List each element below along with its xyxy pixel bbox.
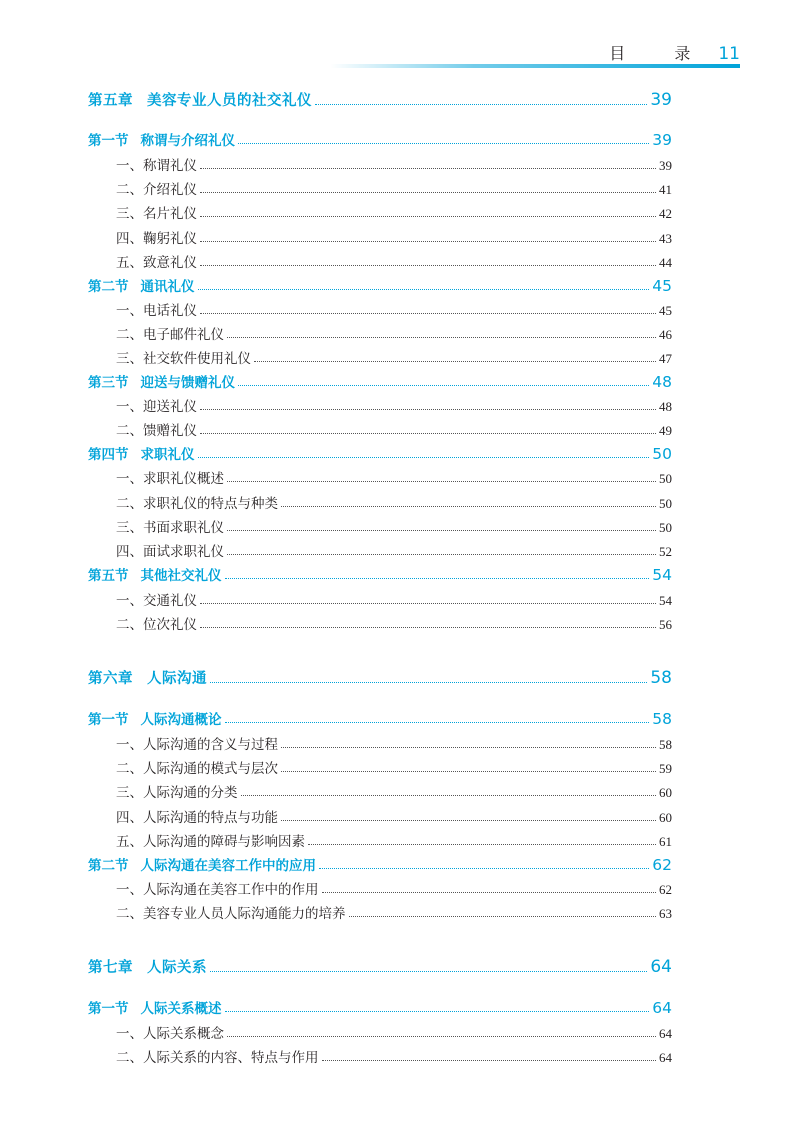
toc-page-number: 45 (652, 277, 672, 295)
dot-leader (227, 1036, 656, 1037)
toc-page-number: 50 (659, 520, 672, 535)
toc-item-label: 二、人际关系的内容、特点与作用 (116, 1050, 319, 1066)
dot-leader (315, 104, 647, 105)
toc-page-number: 61 (659, 834, 672, 849)
toc-page-number: 54 (652, 566, 672, 584)
dot-leader (225, 1011, 650, 1012)
toc-item-row[interactable] (0, 321, 800, 343)
toc-page-number: 62 (652, 856, 672, 874)
toc-section-row[interactable] (0, 273, 800, 295)
dot-leader (281, 506, 656, 507)
toc-chapter-label: 美容专业人员的社交礼仪 (147, 93, 312, 109)
toc-chapter-row[interactable] (0, 88, 800, 110)
toc-section-title (88, 129, 235, 149)
toc-item-row[interactable] (0, 490, 800, 512)
toc-page-number: 50 (659, 496, 672, 511)
toc-section-number: 第二节 (88, 858, 129, 874)
toc-section-label: 通讯礼仪 (140, 279, 195, 295)
toc-section-title (88, 275, 195, 295)
toc-item-title (116, 419, 197, 439)
toc-item-row[interactable] (0, 1020, 800, 1042)
toc-item-title (116, 806, 278, 826)
toc-section-label: 求职礼仪 (140, 447, 195, 463)
toc-item-row[interactable] (0, 514, 800, 536)
toc-item-row[interactable] (0, 417, 800, 439)
toc-item-title (116, 251, 197, 271)
toc-section-label: 称谓与介绍礼仪 (140, 133, 235, 149)
toc-item-title (116, 540, 224, 560)
toc-item-title (116, 733, 278, 753)
toc-chapter-number: 第五章 (88, 93, 133, 109)
toc-page-number: 58 (652, 710, 672, 728)
toc-page-number: 64 (650, 957, 672, 977)
toc-item-title (116, 395, 197, 415)
toc-item-row[interactable] (0, 297, 800, 319)
toc-item-label: 一、求职礼仪概述 (116, 471, 224, 487)
dot-leader (319, 868, 649, 869)
toc-page-number: 47 (659, 351, 672, 366)
toc-section-number: 第二节 (88, 279, 129, 295)
dot-leader (200, 265, 656, 266)
toc-item-title (116, 178, 197, 198)
toc-section-title (88, 708, 222, 728)
toc-page-number: 39 (650, 90, 672, 110)
toc-item-title (116, 781, 238, 801)
toc-page-number: 60 (659, 810, 672, 825)
toc-item-label: 二、位次礼仪 (116, 617, 197, 633)
toc-item-row[interactable] (0, 345, 800, 367)
dot-leader (281, 747, 656, 748)
dot-leader (200, 409, 656, 410)
toc-item-label: 二、人际沟通的模式与层次 (116, 761, 278, 777)
toc-page-number: 58 (659, 737, 672, 752)
toc-section-label: 其他社交礼仪 (140, 568, 222, 584)
dot-leader (308, 844, 656, 845)
dot-leader (241, 795, 657, 796)
toc-item-label: 二、介绍礼仪 (116, 182, 197, 198)
header-section-label: 目 录 (609, 44, 713, 63)
toc-item-row[interactable] (0, 225, 800, 247)
toc-item-row[interactable] (0, 249, 800, 271)
toc-item-label: 一、电话礼仪 (116, 303, 197, 319)
toc-item-label: 二、美容专业人员人际沟通能力的培养 (116, 906, 346, 922)
toc-section-row[interactable] (0, 441, 800, 463)
toc-section-label: 人际关系概述 (140, 1001, 222, 1017)
toc-item-label: 四、人际沟通的特点与功能 (116, 810, 278, 826)
toc-section-title (88, 854, 316, 874)
toc-section-number: 第一节 (88, 712, 129, 728)
dot-leader (200, 603, 656, 604)
toc-page-number: 50 (659, 471, 672, 486)
dot-leader (200, 433, 656, 434)
toc-section-label: 迎送与馈赠礼仪 (140, 375, 235, 391)
toc-section-label: 人际沟通在美容工作中的应用 (140, 858, 316, 874)
dot-leader (238, 385, 649, 386)
dot-leader (225, 578, 650, 579)
dot-leader (200, 313, 656, 314)
toc-page-number: 62 (659, 882, 672, 897)
toc-section-row[interactable] (0, 995, 800, 1017)
dot-leader (322, 892, 657, 893)
toc-item-row[interactable] (0, 465, 800, 487)
toc-item-label: 五、致意礼仪 (116, 255, 197, 271)
toc-section-row[interactable] (0, 369, 800, 391)
toc-section-row[interactable] (0, 706, 800, 728)
toc-item-row[interactable] (0, 731, 800, 753)
toc-item-row[interactable] (0, 876, 800, 898)
toc-item-title (116, 467, 224, 487)
toc-page-number: 64 (652, 999, 672, 1017)
toc-item-label: 一、人际关系概念 (116, 1026, 224, 1042)
toc-item-label: 二、电子邮件礼仪 (116, 327, 224, 343)
toc-section-title (88, 443, 195, 463)
toc-item-row[interactable] (0, 828, 800, 850)
toc-item-title (116, 347, 251, 367)
toc-section-number: 第五节 (88, 568, 129, 584)
toc-section-number: 第一节 (88, 133, 129, 149)
toc-section-title (88, 564, 222, 584)
toc-item-title (116, 323, 224, 343)
dot-leader (227, 337, 656, 338)
toc-item-row[interactable] (0, 587, 800, 609)
toc-section-label: 人际沟通概论 (140, 712, 222, 728)
toc-chapter-title (88, 89, 312, 110)
dot-leader (322, 1060, 657, 1061)
dot-leader (200, 216, 656, 217)
toc-page-number: 64 (659, 1026, 672, 1041)
toc-item-row[interactable] (0, 1044, 800, 1066)
toc-item-label: 五、人际沟通的障碍与影响因素 (116, 834, 305, 850)
toc-chapter-label: 人际关系 (147, 960, 207, 976)
toc-item-label: 一、称谓礼仪 (116, 158, 197, 174)
toc-page-number: 44 (659, 255, 672, 270)
toc-item-row[interactable] (0, 900, 800, 922)
toc-item-title (116, 492, 278, 512)
toc-page-number: 42 (659, 206, 672, 221)
dot-leader (349, 916, 657, 917)
toc-item-row[interactable] (0, 804, 800, 826)
toc-item-label: 二、求职礼仪的特点与种类 (116, 496, 278, 512)
toc-item-row[interactable] (0, 152, 800, 174)
toc-section-number: 第三节 (88, 375, 129, 391)
dot-leader (210, 682, 647, 683)
dot-leader (200, 241, 656, 242)
dot-leader (200, 192, 656, 193)
toc-item-title (116, 227, 197, 247)
toc-chapter-row[interactable] (0, 666, 800, 688)
dot-leader (225, 722, 650, 723)
dot-leader (227, 530, 656, 531)
toc-item-title (116, 1046, 319, 1066)
toc-item-label: 三、社交软件使用礼仪 (116, 351, 251, 367)
toc-page-number: 46 (659, 327, 672, 342)
toc-page-number: 39 (659, 158, 672, 173)
toc-item-label: 四、面试求职礼仪 (116, 544, 224, 560)
toc-section-row[interactable] (0, 127, 800, 149)
toc-item-label: 三、名片礼仪 (116, 206, 197, 222)
toc-item-row[interactable] (0, 176, 800, 198)
toc-page-number: 54 (659, 593, 672, 608)
toc-item-row[interactable] (0, 755, 800, 777)
dot-leader (227, 554, 656, 555)
toc-page-number: 49 (659, 423, 672, 438)
toc-item-label: 三、书面求职礼仪 (116, 520, 224, 536)
toc-section-row[interactable] (0, 852, 800, 874)
toc-page-number: 50 (652, 445, 672, 463)
toc-page-number: 39 (652, 131, 672, 149)
dot-leader (254, 361, 656, 362)
toc-item-title (116, 1022, 224, 1042)
toc-section-row[interactable] (0, 562, 800, 584)
toc-chapter-label: 人际沟通 (147, 671, 207, 687)
toc-item-title (116, 757, 278, 777)
dot-leader (200, 627, 656, 628)
toc-page-number: 43 (659, 231, 672, 246)
toc-item-title (116, 902, 346, 922)
dot-leader (281, 771, 656, 772)
toc-item-label: 四、鞠躬礼仪 (116, 231, 197, 247)
toc-item-title (116, 830, 305, 850)
toc-item-row[interactable] (0, 200, 800, 222)
toc-page-number: 64 (659, 1050, 672, 1065)
toc-chapter-title (88, 956, 207, 977)
toc-item-title (116, 613, 197, 633)
toc-chapter-number: 第七章 (88, 960, 133, 976)
toc-chapter-number: 第六章 (88, 671, 133, 687)
toc-page-number: 48 (659, 399, 672, 414)
toc-item-title (116, 299, 197, 319)
toc-item-title (116, 878, 319, 898)
header-page-number: 11 (718, 44, 740, 64)
dot-leader (198, 289, 650, 290)
toc-page-number: 58 (650, 668, 672, 688)
toc-page-number: 41 (659, 182, 672, 197)
toc-item-label: 一、人际沟通在美容工作中的作用 (116, 882, 319, 898)
toc-item-label: 三、人际沟通的分类 (116, 785, 238, 801)
toc-section-number: 第一节 (88, 1001, 129, 1017)
toc-item-title (116, 154, 197, 174)
toc-item-label: 一、迎送礼仪 (116, 399, 197, 415)
toc-page-number: 63 (659, 906, 672, 921)
toc-item-row[interactable] (0, 393, 800, 415)
dot-leader (198, 457, 650, 458)
dot-leader (200, 168, 656, 169)
toc-section-title (88, 371, 235, 391)
toc-page-number: 45 (659, 303, 672, 318)
toc-item-row[interactable] (0, 538, 800, 560)
toc-chapter-row[interactable] (0, 955, 800, 977)
toc-section-title (88, 997, 222, 1017)
dot-leader (210, 971, 647, 972)
toc-item-row[interactable] (0, 611, 800, 633)
toc-chapter-title (88, 667, 207, 688)
toc-section-number: 第四节 (88, 447, 129, 463)
toc-item-title (116, 516, 224, 536)
toc-page-number: 59 (659, 761, 672, 776)
dot-leader (227, 481, 656, 482)
toc-page-number: 56 (659, 617, 672, 632)
toc-item-title (116, 589, 197, 609)
toc-item-label: 一、交通礼仪 (116, 593, 197, 609)
dot-leader (238, 143, 649, 144)
dot-leader (281, 820, 656, 821)
toc-page-number: 60 (659, 785, 672, 800)
toc-item-label: 一、人际沟通的含义与过程 (116, 737, 278, 753)
toc-item-row[interactable] (0, 779, 800, 801)
toc-page-number: 48 (652, 373, 672, 391)
toc-item-title (116, 202, 197, 222)
toc-page-number: 52 (659, 544, 672, 559)
toc-item-label: 二、馈赠礼仪 (116, 423, 197, 439)
